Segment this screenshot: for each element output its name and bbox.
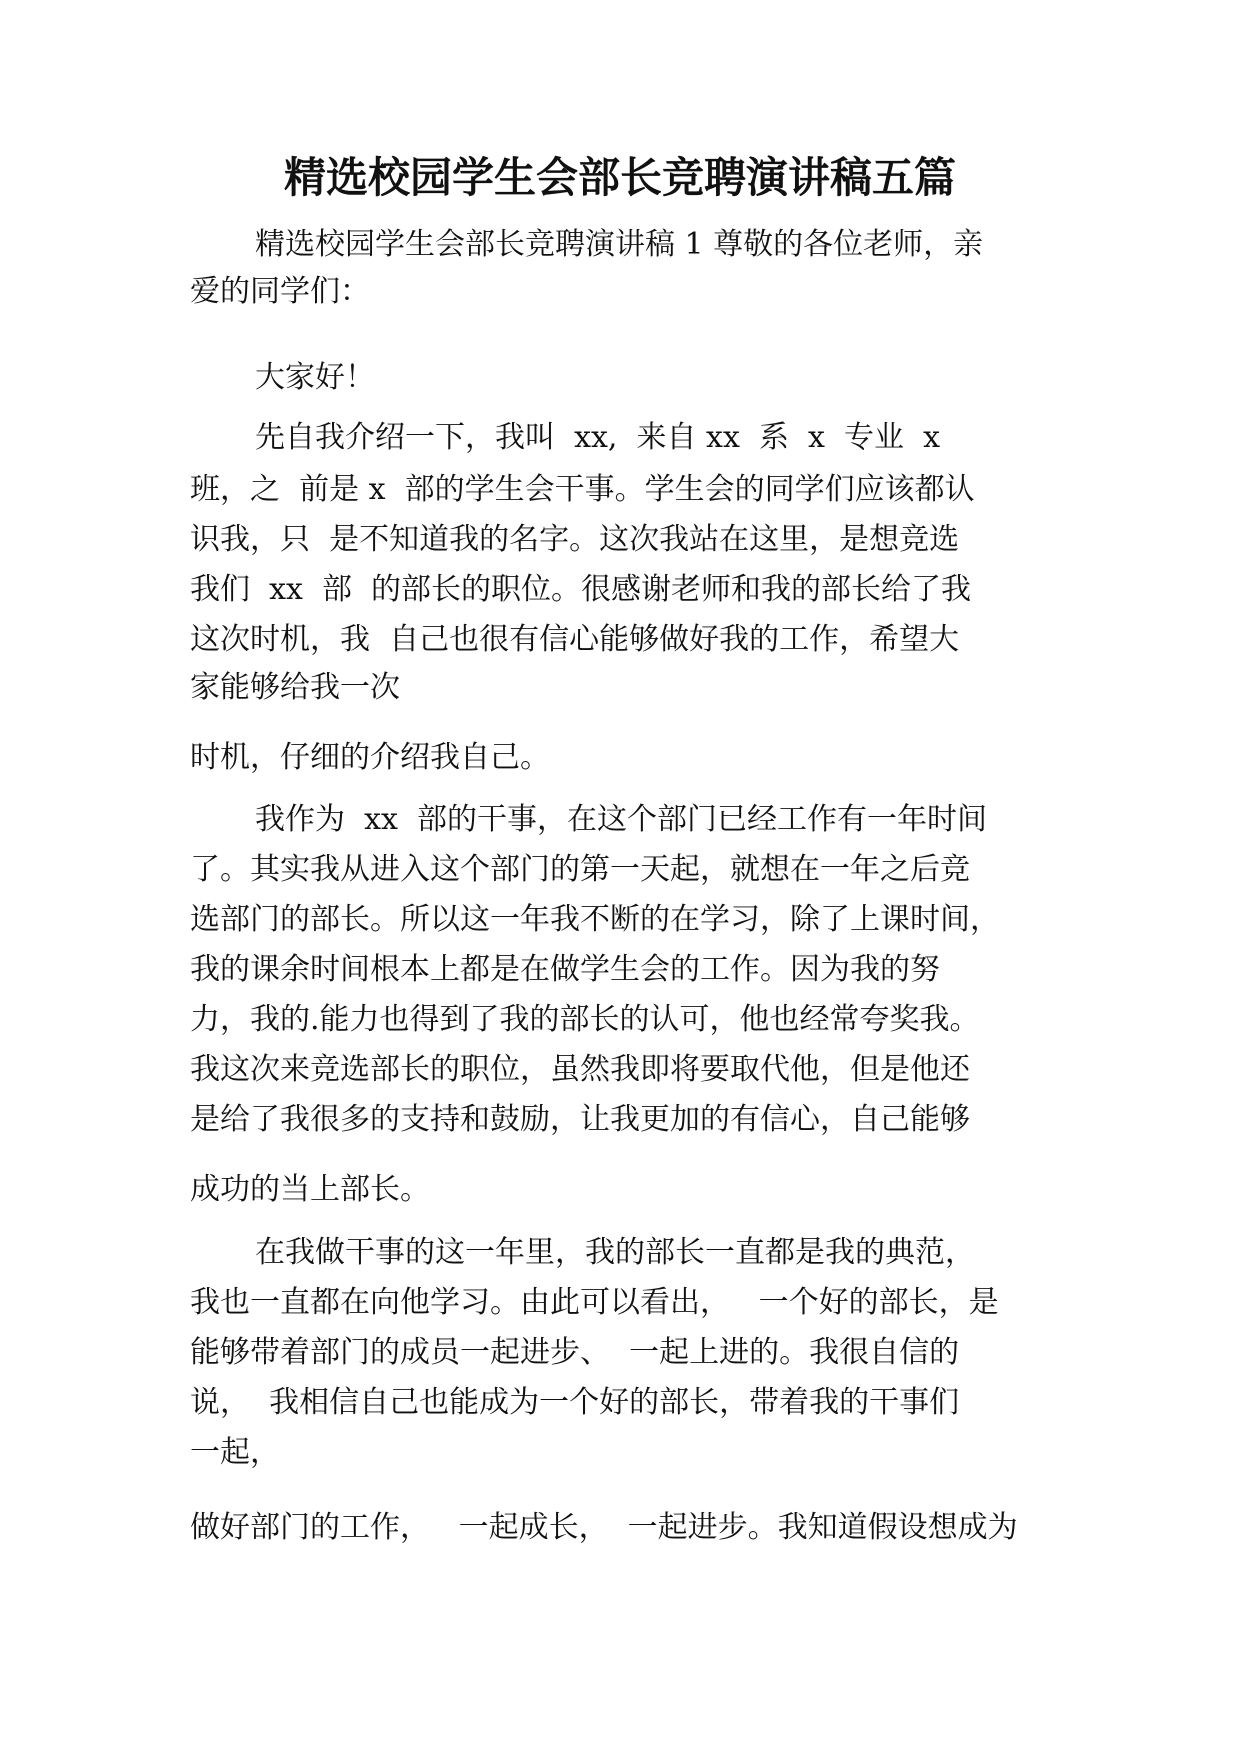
paragraph-line: 做好部门的工作， 一起成长， 一起进步。我知道假设想成为 (190, 1510, 1018, 1545)
paragraph-line: 我也一直都在向他学习。由此可以看出， 一个好的部长，是 (190, 1285, 999, 1320)
paragraph-line: 精选校园学生会部长竞聘演讲稿 1 尊敬的各位老师，亲 (255, 227, 984, 262)
paragraph-line: 我这次来竞选部长的职位，虽然我即将要取代他，但是他还 (190, 1052, 970, 1087)
paragraph-line: 选部门的部长。所以这一年我不断的在学习，除了上课时间， (190, 902, 1000, 937)
paragraph-line: 力，我的.能力也得到了我的部长的认可，他也经常夸奖我。 (190, 1002, 980, 1037)
paragraph-line: 一起， (190, 1435, 280, 1470)
paragraph-line: 爱的同学们： (190, 274, 370, 309)
paragraph-line: 时机，仔细的介绍我自己。 (190, 740, 550, 775)
paragraph-line: 我作为 xx 部的干事，在这个部门已经工作有一年时间 (255, 802, 987, 837)
document-title: 精选校园学生会部长竞聘演讲稿五篇 (283, 153, 956, 202)
paragraph-line: 班，之 前是 x 部的学生会干事。学生会的同学们应该都认 (190, 472, 975, 507)
paragraph-line: 我们 xx 部 的部长的职位。很感谢老师和我的部长给了我 (190, 572, 972, 607)
paragraph-line: 识我，只 是不知道我的名字。这次我站在这里，是想竞选 (190, 522, 960, 557)
paragraph-line: 能够带着部门的成员一起进步、 一起上进的。我很自信的 (190, 1335, 960, 1370)
paragraph-line: 说， 我相信自己也能成为一个好的部长，带着我的干事们 (190, 1385, 960, 1420)
paragraph-line: 在我做干事的这一年里，我的部长一直都是我的典范， (255, 1235, 975, 1270)
paragraph-line: 我的课余时间根本上都是在做学生会的工作。因为我的努 (190, 952, 940, 987)
paragraph-line: 成功的当上部长。 (190, 1172, 430, 1207)
paragraph-line: 家能够给我一次 (190, 670, 400, 705)
paragraph-line: 是给了我很多的支持和鼓励，让我更加的有信心，自己能够 (190, 1102, 970, 1137)
paragraph-line: 先自我介绍一下，我叫 xx, 来自 xx 系 x 专业 x (255, 420, 941, 455)
paragraph-line: 这次时机，我 自己也很有信心能够做好我的工作，希望大 (190, 622, 960, 657)
paragraph-line: 大家好！ (255, 360, 375, 395)
paragraph-line: 了。其实我从进入这个部门的第一天起，就想在一年之后竞 (190, 852, 970, 887)
